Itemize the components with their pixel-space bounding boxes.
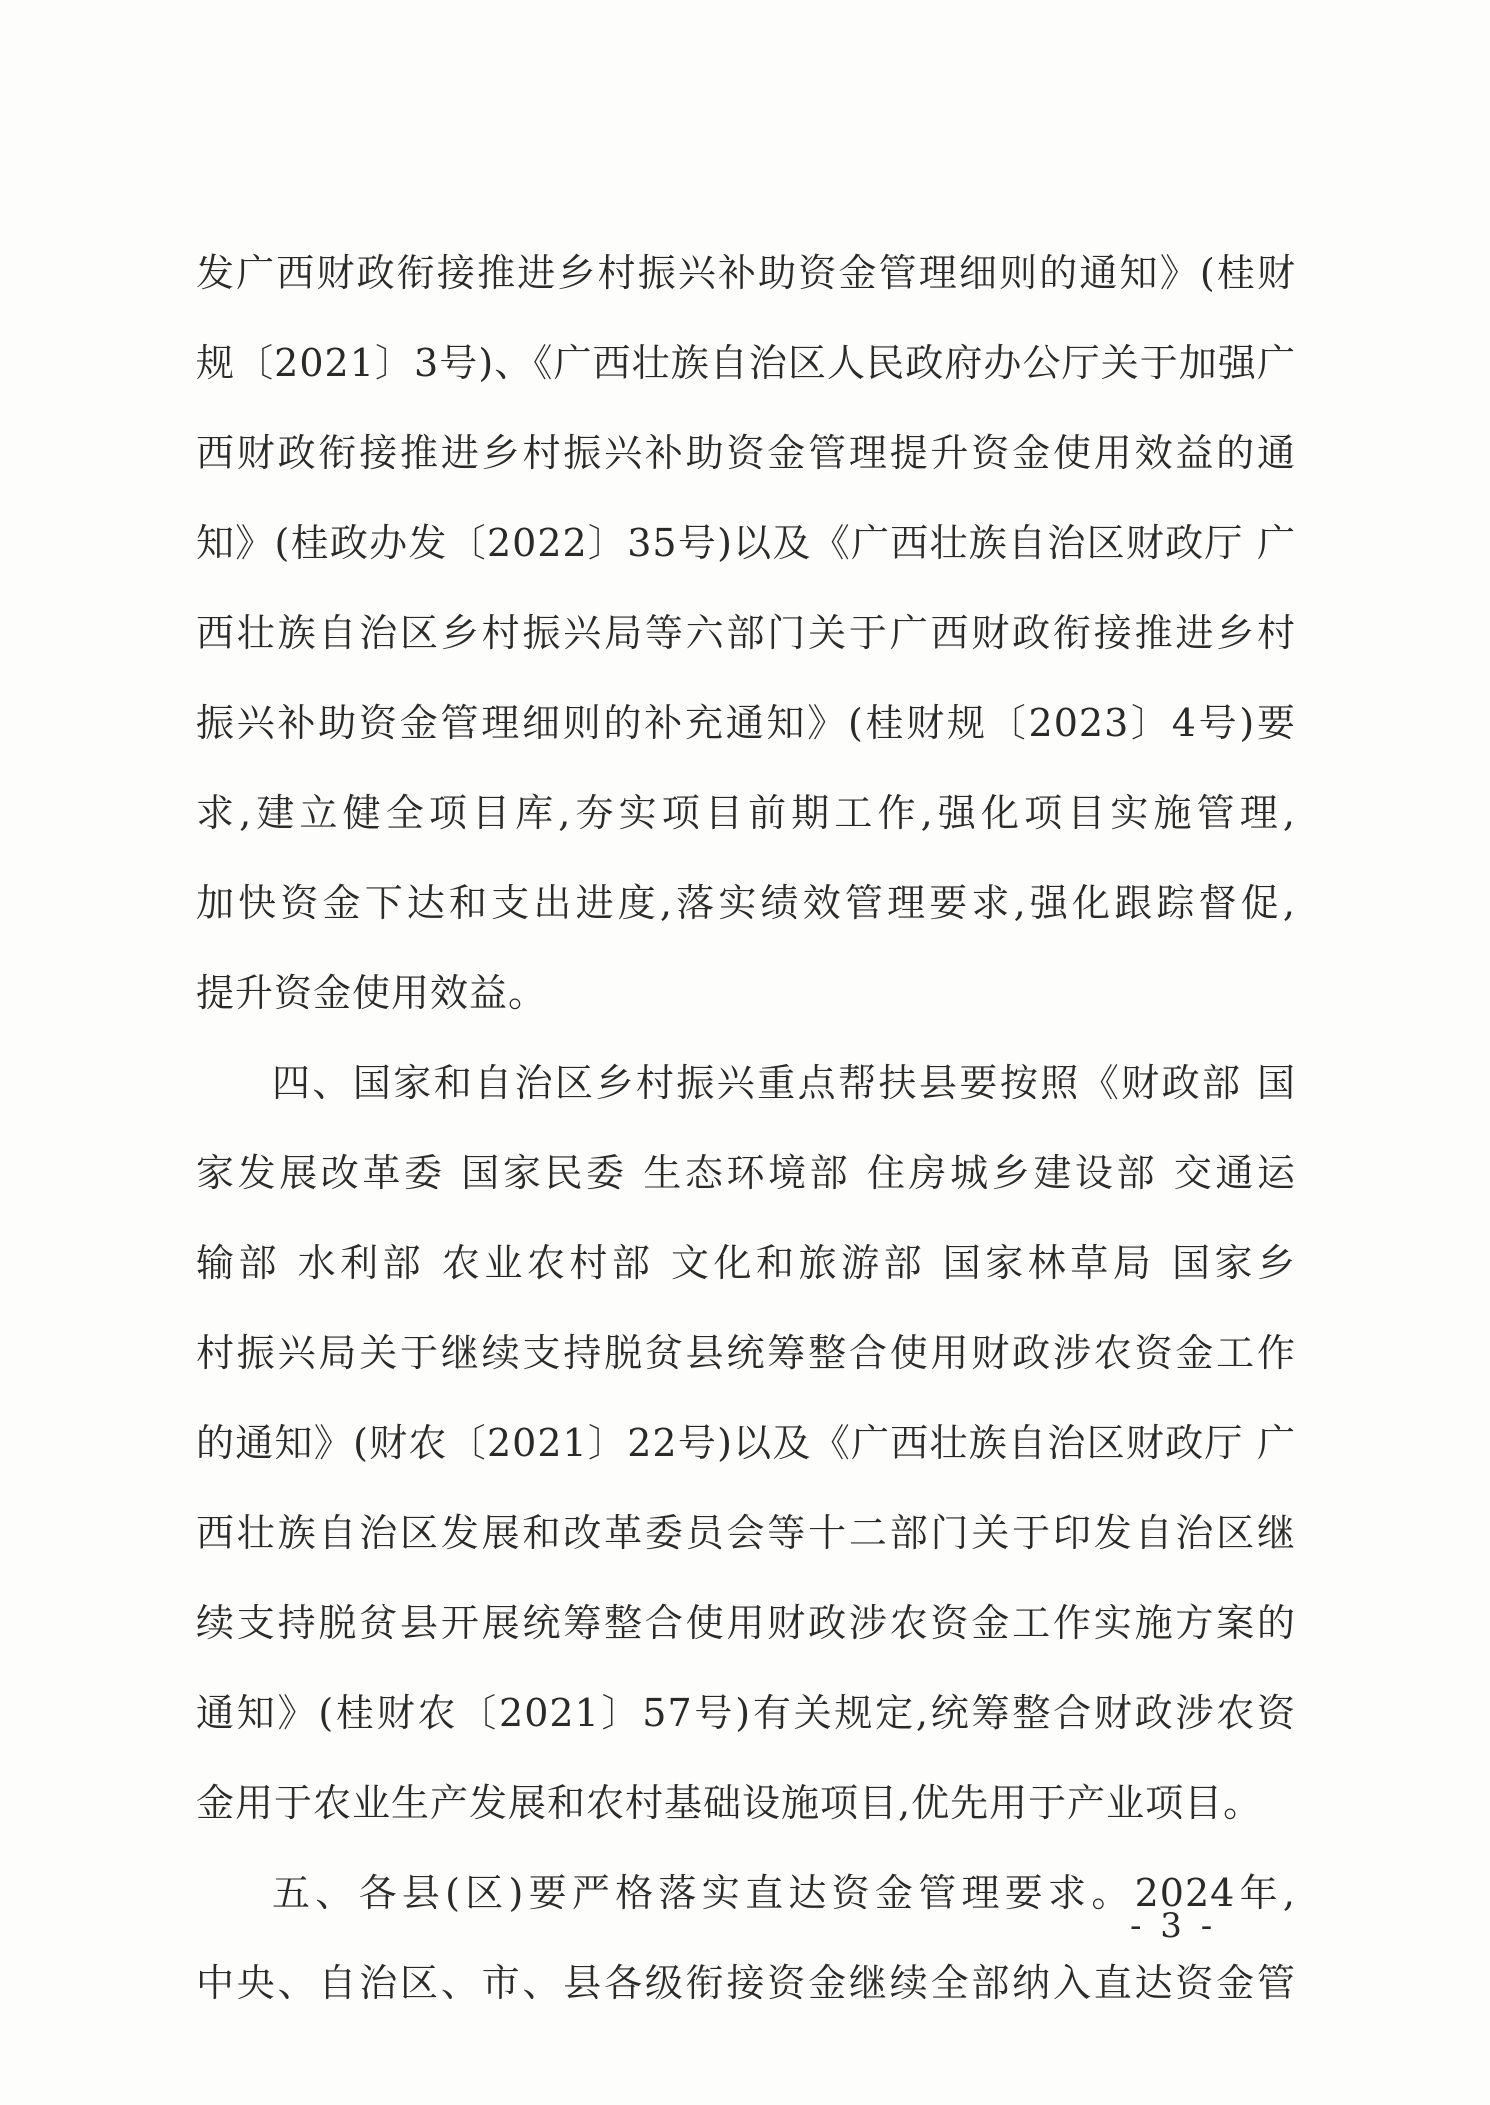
text-line: 金用于农业生产发展和农村基础设施项目,优先用于产业项目。	[196, 1781, 1263, 1825]
text-line: 的通知》(财农〔2021〕22号)以及《广西壮族自治区财政厅 广	[196, 1421, 1296, 1465]
text-line: 振兴补助资金管理细则的补充通知》(桂财规〔2023〕4号)要	[196, 701, 1296, 745]
text-line: 发广西财政衔接推进乡村振兴补助资金管理细则的通知》(桂财	[196, 251, 1296, 295]
text-line: 中央、自治区、市、县各级衔接资金继续全部纳入直达资金管	[196, 1961, 1296, 2005]
text-line: 村振兴局关于继续支持脱贫县统筹整合使用财政涉农资金工作	[196, 1331, 1296, 1375]
text-line: 知》(桂政办发〔2022〕35号)以及《广西壮族自治区财政厅 广	[196, 521, 1296, 565]
paragraph-1	[196, 246, 1296, 1056]
text-line: 家发展改革委 国家民委 生态环境部 住房城乡建设部 交通运	[196, 1151, 1296, 1195]
text-line: 五、各县(区)要严格落实直达资金管理要求。2024年,	[272, 1871, 1296, 1915]
text-line: 加快资金下达和支出进度,落实绩效管理要求,强化跟踪督促,	[196, 881, 1296, 925]
text-line: 通知》(桂财农〔2021〕57号)有关规定,统筹整合财政涉农资	[196, 1691, 1296, 1735]
paragraph-2	[196, 1056, 1296, 1866]
text-line: 西壮族自治区发展和改革委员会等十二部门关于印发自治区继	[196, 1511, 1296, 1555]
paragraph-3	[196, 1866, 1296, 2046]
document-body	[196, 246, 1296, 2046]
text-line: 提升资金使用效益。	[196, 971, 548, 1015]
text-line: 求,建立健全项目库,夯实项目前期工作,强化项目实施管理,	[196, 791, 1296, 835]
text-line: 西壮族自治区乡村振兴局等六部门关于广西财政衔接推进乡村	[196, 611, 1296, 655]
text-line: 续支持脱贫县开展统筹整合使用财政涉农资金工作实施方案的	[196, 1601, 1296, 1645]
text-line: 规〔2021〕3号)、《广西壮族自治区人民政府办公厅关于加强广	[196, 341, 1296, 385]
text-line: 四、国家和自治区乡村振兴重点帮扶县要按照《财政部 国	[272, 1061, 1296, 1105]
text-line: 输部 水利部 农业农村部 文化和旅游部 国家林草局 国家乡	[196, 1241, 1296, 1285]
text-line: 西财政衔接推进乡村振兴补助资金管理提升资金使用效益的通	[196, 431, 1296, 475]
page-number: - 3 -	[1130, 1906, 1217, 1946]
